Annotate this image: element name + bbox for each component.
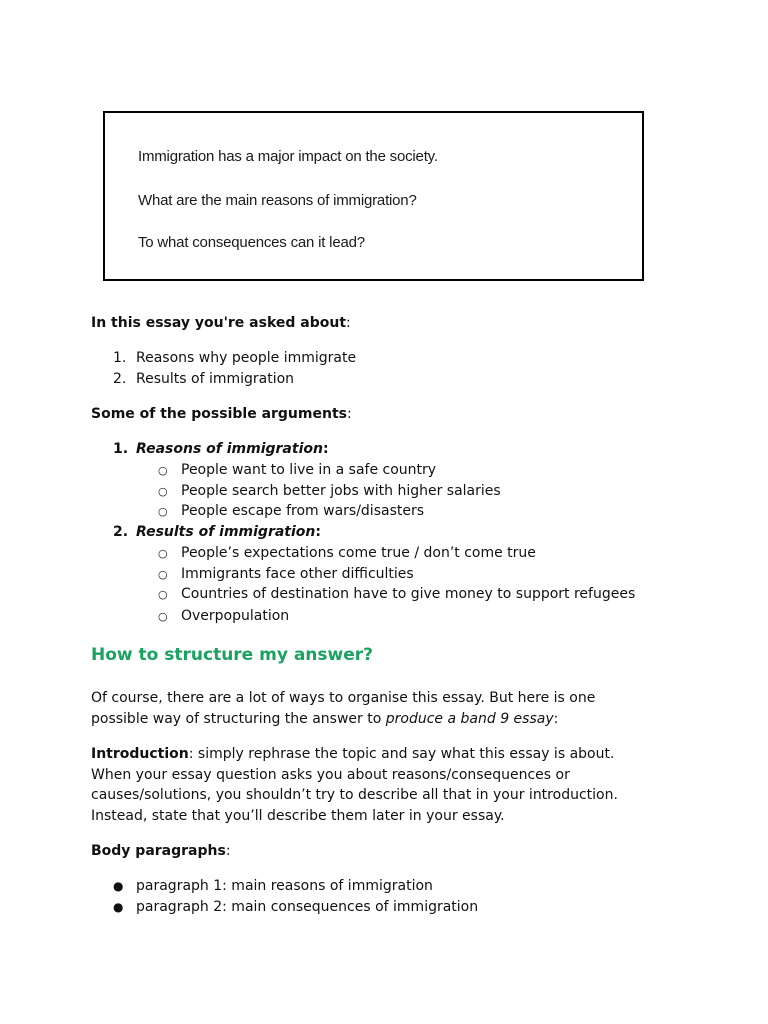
prompt-line-1: Immigration has a major impact on the society. xyxy=(138,148,438,165)
prompt-line-2: What are the main reasons of immigration? xyxy=(138,192,417,209)
introduction-paragraph-line-3: causes/solutions, you shouldn’t try to describe all that in your introduction. xyxy=(91,787,618,803)
introduction-paragraph-line-2: When your essay question asks you about reasons/consequences or xyxy=(91,767,570,783)
introduction-paragraph-line-1: Introduction: simply rephrase the topic and say what this essay is about. xyxy=(91,746,615,762)
body-paragraphs-heading: Body paragraphs: xyxy=(91,843,231,859)
arguments-heading: Some of the possible arguments: xyxy=(91,406,352,422)
structure-heading: How to structure my answer? xyxy=(91,645,374,665)
asked-heading: In this essay you're asked about: xyxy=(91,315,351,331)
essay-prompt-box xyxy=(103,111,644,281)
intro-paragraph-line-1: Of course, there are a lot of ways to organise this essay. But here is one xyxy=(91,690,596,706)
introduction-paragraph-line-4: Instead, state that you’ll describe them later in your essay. xyxy=(91,808,505,824)
intro-paragraph-line-2: possible way of structuring the answer to produce a band 9 essay: xyxy=(91,711,559,727)
prompt-line-3: To what consequences can it lead? xyxy=(138,234,365,251)
